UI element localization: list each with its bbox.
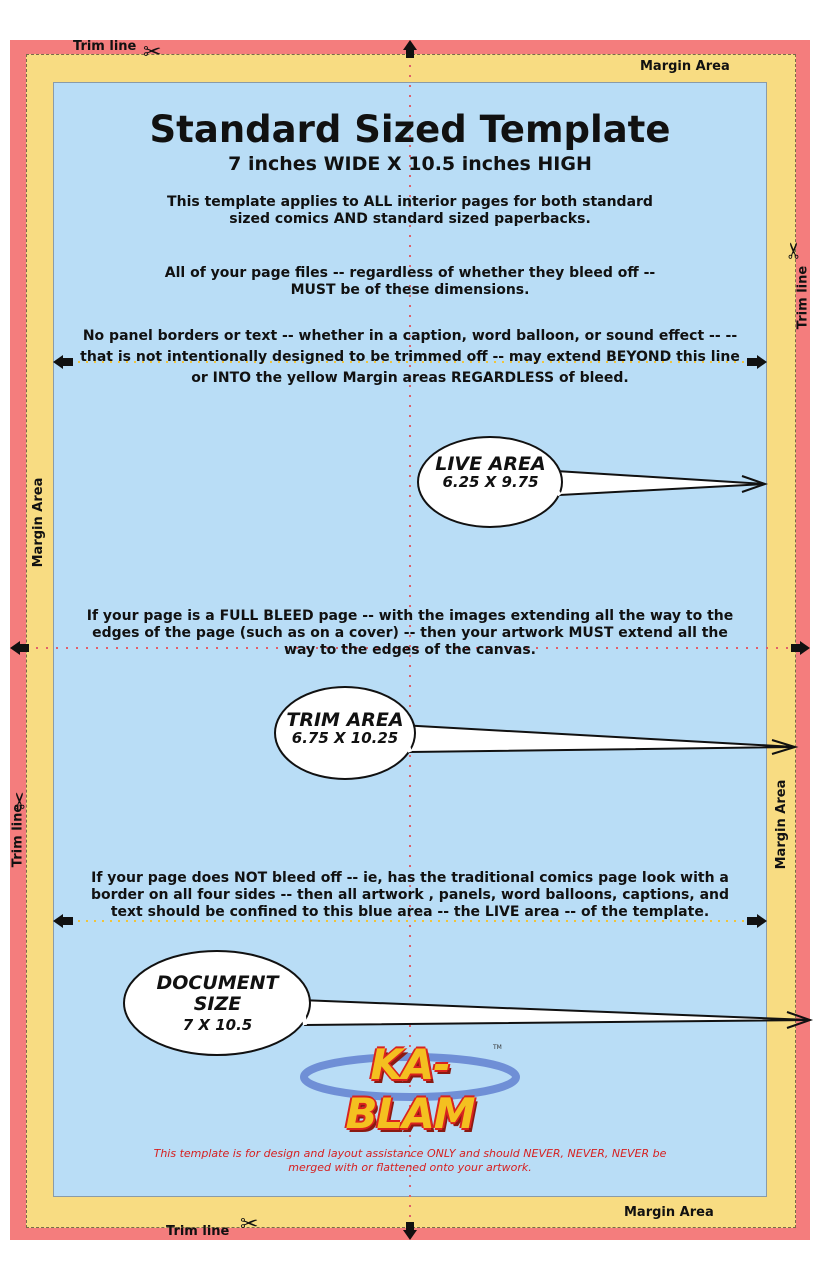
document-size: 7 X 10.5 <box>182 1016 253 1034</box>
scissors-icon: ✂ <box>240 1212 259 1237</box>
arrow-icon <box>791 641 810 655</box>
full-bleed-paragraph: If your page is a FULL BLEED page -- with the images extending all the way to the edges of the page (such as on a cover) -- then your artwork MUST extend all the way to the edges of the canvas. <box>86 608 734 658</box>
no-borders-paragraph: No panel borders or text -- whether in a caption, word balloon, or sound effect -- -- that is not intentionally designed to be trimmed off -- may extend BEYOND this line or INTO the yellow Margin areas REGARDLESS of bleed. <box>80 328 740 386</box>
trim-area-size: 6.75 X 10.25 <box>291 729 399 747</box>
trim-line-label: Trim line <box>10 803 26 868</box>
scissors-icon: ✂ <box>8 791 34 810</box>
margin-area-label: Margin Area <box>640 59 730 74</box>
margin-area-label: Margin Area <box>774 779 789 870</box>
live-area-title: LIVE AREA <box>435 453 546 475</box>
arrow-icon <box>403 40 417 58</box>
arrow-icon <box>53 914 73 928</box>
applies-paragraph: This template applies to ALL interior pages for both standard sized comics AND standard sized paperbacks. <box>167 194 653 227</box>
document-size-balloon-text <box>125 973 310 1036</box>
document-title-line2: SIZE <box>193 993 242 1015</box>
live-area-size: 6.25 X 9.75 <box>442 473 539 491</box>
arrow-icon <box>747 914 767 928</box>
trim-area-title: TRIM AREA <box>286 709 404 731</box>
scissors-icon: ✂ <box>143 40 162 65</box>
scissors-icon: ✂ <box>782 241 808 260</box>
trademark-mark: TM <box>493 1044 502 1051</box>
arrow-icon <box>403 1222 417 1240</box>
kablam-logo: KA-BLAM <box>345 1040 475 1138</box>
no-bleed-paragraph: If your page does NOT bleed off -- ie, has the traditional comics page look with a border on all four sides -- then all artwork , panels, word balloons, captions, and text should be confined to this blue area -- the LIVE area -- of the template. <box>90 870 730 920</box>
margin-area-label: Margin Area <box>31 477 46 568</box>
dimensions-paragraph: All of your page files -- regardless of whether they bleed off -- MUST be of these dimensions. <box>164 265 656 298</box>
page-subtitle: 7 inches WIDE X 10.5 inches HIGH <box>228 153 592 175</box>
margin-area-label: Margin Area <box>624 1205 714 1220</box>
live-area-balloon-text <box>418 455 563 491</box>
arrow-icon <box>747 355 767 369</box>
disclaimer-text: This template is for design and layout assistance ONLY and should NEVER, NEVER, NEVER be merged with or flattened onto your artwork. <box>153 1147 667 1174</box>
arrow-icon <box>10 641 29 655</box>
trim-line-label: Trim line <box>73 39 137 54</box>
page-title: Standard Sized Template <box>149 108 671 151</box>
arrow-icon <box>53 355 73 369</box>
trim-area-balloon-text <box>275 711 415 747</box>
trim-line-label: Trim line <box>795 265 811 330</box>
document-title-line1: DOCUMENT <box>156 972 279 994</box>
trim-line-label: Trim line <box>166 1224 230 1239</box>
